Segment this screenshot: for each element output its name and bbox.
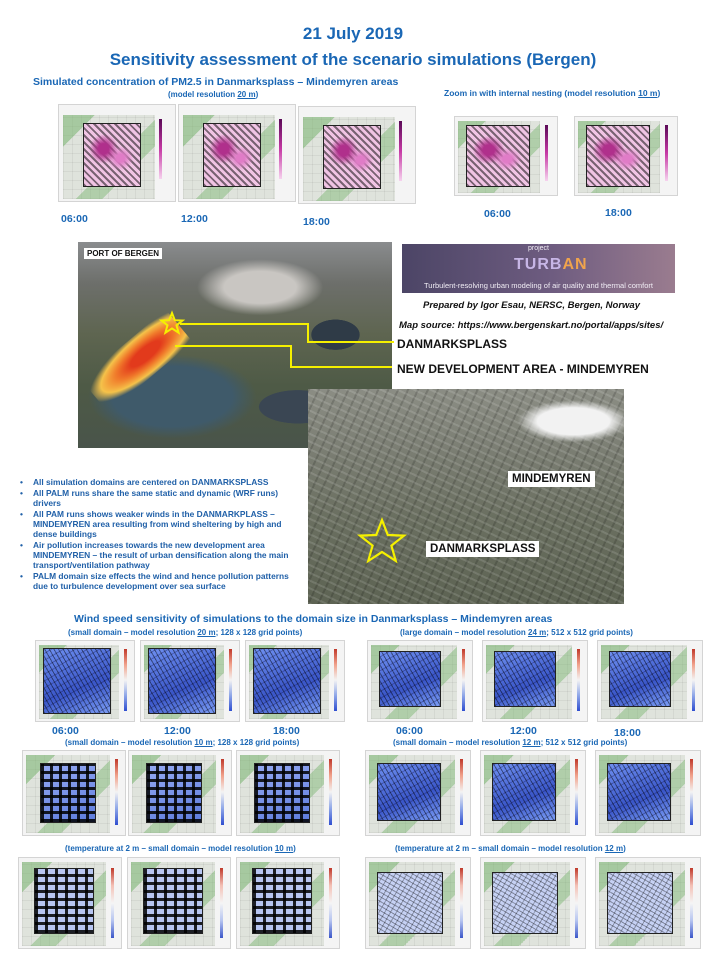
wind-small12-map-1200 <box>480 750 586 836</box>
temperature-10m-map-1200 <box>127 857 231 949</box>
temperature-12m-map-1800 <box>595 857 701 949</box>
danmarksplass-label: DANMARKSPLASS <box>397 337 508 351</box>
map-source-credit: Map source: https://www.bergenskart.no/portal/apps/sites/ <box>399 320 664 331</box>
danmarksplass-star-icon-large <box>360 520 404 561</box>
wind-small20-caption: (small domain – model resolution 20 m; 128 x 128 grid points) <box>68 628 303 637</box>
nest-time-1800: 18:00 <box>605 207 632 219</box>
banner-project-word: project <box>527 245 549 252</box>
wind-small10-map-0600 <box>22 750 126 836</box>
temperature-10m-map-0600 <box>18 857 122 949</box>
pm25-time-1200: 12:00 <box>181 213 208 225</box>
wind-right-time-1800: 18:00 <box>614 727 641 739</box>
prepared-by-credit: Prepared by Igor Esau, NERSC, Bergen, Norway <box>423 300 640 311</box>
turban-logo: TURBAN <box>514 256 588 273</box>
finding-item: • All simulation domains are centered on DANMARKSPLASS <box>20 477 305 487</box>
wind-small10-map-1200 <box>128 750 232 836</box>
temperature-12m-map-0600 <box>365 857 471 949</box>
wind-large24-map-1200 <box>482 640 588 722</box>
temperature-right-caption: (temperature at 2 m – small domain – model resolution 12 m) <box>395 844 626 853</box>
danmarksplass-photo-label: DANMARKSPLASS <box>426 541 539 557</box>
mindemyren-connector-line <box>175 346 392 367</box>
temperature-10m-map-1800 <box>236 857 340 949</box>
wind-left-time-1200: 12:00 <box>164 725 191 737</box>
nest-heading: Zoom in with internal nesting (model resolution 10 m) <box>444 88 661 98</box>
wind-right-time-1200: 12:00 <box>510 725 537 737</box>
pm25-resolution: (model resolution 20 m) <box>168 90 259 99</box>
temperature-12m-map-1200 <box>480 857 586 949</box>
wind-small10-caption: (small domain – model resolution 10 m; 128 x 128 grid points) <box>65 738 300 747</box>
wind-heading: Wind speed sensitivity of simulations to the domain size in Danmarksplass – Mindemyren areas <box>74 613 553 625</box>
finding-item: • All PALM runs share the same static and dynamic (WRF runs) drivers <box>20 488 305 508</box>
wind-small12-map-1800 <box>595 750 701 836</box>
pm25-time-0600: 06:00 <box>61 213 88 225</box>
pm25-time-1800: 18:00 <box>303 216 330 228</box>
page-subtitle: Sensitivity assessment of the scenario simulations (Bergen) <box>109 50 597 69</box>
finding-item: • PALM domain size effects the wind and hence pollution patterns due to turbulence development over sea surface <box>20 571 305 591</box>
wind-large24-map-0600 <box>367 640 473 722</box>
wind-small12-caption: (small domain – model resolution 12 m; 512 x 512 grid points) <box>393 738 628 747</box>
turban-project-banner <box>402 244 675 293</box>
wind-small20-map-1800 <box>245 640 345 722</box>
wind-left-time-0600: 06:00 <box>52 725 79 737</box>
danmarksplass-connector-line <box>180 324 394 342</box>
finding-item: • All PAM runs shows weaker winds in the DANMARKPLASS – MINDEMYREN area resulting from wind sheltering by high and dense buildings <box>20 509 305 539</box>
findings-list <box>20 477 305 592</box>
wind-left-time-1800: 18:00 <box>273 725 300 737</box>
new-development-area-label: NEW DEVELOPMENT AREA - MINDEMYREN <box>397 362 649 376</box>
temperature-left-caption: (temperature at 2 m – small domain – model resolution 10 m) <box>65 844 296 853</box>
wind-small12-map-0600 <box>365 750 471 836</box>
wind-small20-map-1200 <box>140 640 240 722</box>
danmarksplass-star-icon <box>162 313 183 333</box>
wind-small20-map-0600 <box>35 640 135 722</box>
pm25-heading: Simulated concentration of PM2.5 in Danmarksplass – Mindemyren areas <box>33 76 399 88</box>
wind-large24-caption: (large domain – model resolution 24 m; 512 x 512 grid points) <box>400 628 633 637</box>
banner-slogan: Turbulent-resolving urban modeling of air quality and thermal comfort <box>423 281 653 290</box>
mindemyren-label: MINDEMYREN <box>508 471 595 487</box>
page-date-title: 21 July 2019 <box>302 24 404 43</box>
port-of-bergen-label: PORT OF BERGEN <box>84 248 162 259</box>
wind-right-time-0600: 06:00 <box>396 725 423 737</box>
wind-small10-map-1800 <box>236 750 340 836</box>
finding-item: • Air pollution increases towards the new development area MINDEMYREN – the result of urban densification along the main transport/ventilation pathway <box>20 540 305 570</box>
wind-large24-map-1800 <box>597 640 703 722</box>
nest-time-0600: 06:00 <box>484 208 511 220</box>
